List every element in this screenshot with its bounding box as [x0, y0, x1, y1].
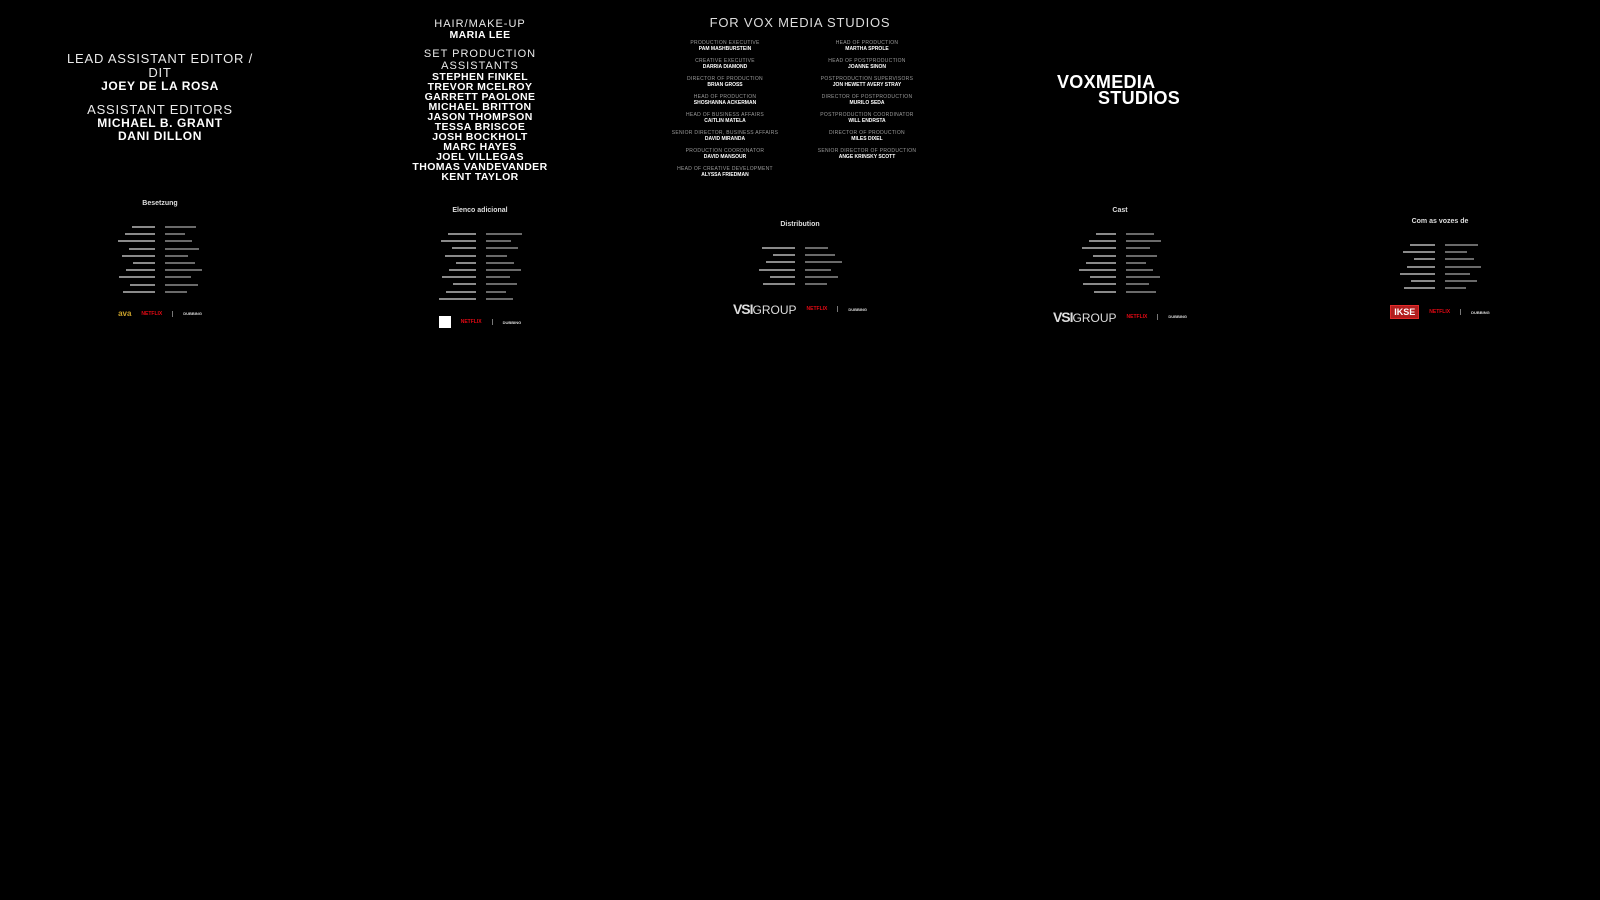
- cast-panel-footer: [720, 301, 880, 317]
- vox-credit-name: DAVID MIRANDA: [704, 136, 746, 142]
- vox-credit-name: MARTHA SPROLE: [845, 46, 889, 52]
- set-pa-name: TREVOR MCELROY: [427, 81, 533, 93]
- vox-credit-role: DIRECTOR OF PRODUCTION: [687, 76, 763, 82]
- cast-actor: [1040, 266, 1116, 273]
- cast-character: [1126, 288, 1200, 295]
- cast-character: [486, 244, 551, 251]
- cast-character: [1445, 241, 1511, 248]
- editor-credits-panel: [60, 52, 260, 143]
- cast-actor: [1040, 244, 1116, 251]
- cast-character: [486, 280, 551, 287]
- dubbing-label: DUBBING: [848, 306, 868, 312]
- vsi-logo-sub: GROUP: [1072, 310, 1117, 325]
- set-pa-name: JOEL VILLEGAS: [436, 151, 524, 163]
- lead-assistant-editor-role: LEAD ASSISTANT EDITOR / DIT: [66, 51, 253, 80]
- vsi-logo-text: VSI: [732, 301, 753, 318]
- logo-separator: [1157, 314, 1158, 320]
- cast-actor: [410, 244, 476, 251]
- cast-character: [165, 252, 210, 259]
- cast-actor: [110, 288, 155, 295]
- cast-actor: [720, 251, 795, 258]
- cast-actor: [1370, 263, 1435, 270]
- vox-credit-name: WILL ENDRSTA: [848, 118, 886, 124]
- vox-credit-role: PRODUCTION COORDINATOR: [685, 148, 765, 154]
- set-pa-name: KENT TAYLOR: [441, 171, 519, 183]
- vsi-logo-text: VSI: [1052, 308, 1073, 325]
- assistant-editors-role: ASSISTANT EDITORS: [87, 102, 233, 117]
- cast-panel-title: Cast: [1112, 207, 1128, 214]
- cast-character: [805, 266, 881, 273]
- cast-actor: [1040, 252, 1116, 259]
- dubbing-studio-logo: [733, 301, 797, 317]
- cast-actor: [110, 281, 155, 288]
- netflix-logo: NETFLIX: [141, 310, 163, 317]
- dubbing-label: DUBBING: [1471, 309, 1490, 315]
- vox-credit-role: SENIOR DIRECTOR OF PRODUCTION: [817, 148, 917, 154]
- cast-actor: [1040, 280, 1116, 287]
- set-pa-name: GARRETT PAOLONE: [424, 91, 536, 103]
- cast-panel-title: Elenco adicional: [452, 207, 508, 214]
- cast-character: [486, 230, 551, 237]
- vox-credit-role: HEAD OF POSTPRODUCTION: [828, 58, 906, 64]
- cast-actor: [110, 259, 155, 266]
- cast-actor: [110, 230, 155, 237]
- cast-character: [805, 273, 881, 280]
- cast-actor: [410, 266, 476, 273]
- assistant-editor-name: DANI DILLON: [118, 129, 202, 143]
- cast-actor: [1040, 237, 1116, 244]
- cast-character: [1126, 259, 1200, 266]
- cast-actor: [410, 230, 476, 237]
- vox-credit-role: PRODUCTION EXECUTIVE: [690, 40, 760, 46]
- cast-character: [486, 288, 551, 295]
- cast-actor: [1370, 248, 1435, 255]
- cast-character: [1445, 263, 1511, 270]
- cast-actor: [1370, 284, 1435, 291]
- cast-character: [165, 237, 210, 244]
- vox-credit-name: MURILO SEDA: [849, 100, 885, 106]
- lead-assistant-editor-name: JOEY DE LA ROSA: [101, 79, 219, 93]
- cast-panel-title: Besetzung: [142, 200, 178, 207]
- vox-credit-name: BRIAN GROSS: [707, 82, 743, 88]
- hair-makeup-role: HAIR/MAKE-UP: [434, 18, 526, 30]
- vox-credit-role: HEAD OF PRODUCTION: [693, 94, 757, 100]
- set-pa-name: STEPHEN FINKEL: [431, 71, 529, 83]
- cast-character: [805, 251, 881, 258]
- cast-character: [805, 244, 881, 251]
- vox-media-studios-logo: [1057, 74, 1180, 106]
- cast-character: [486, 273, 551, 280]
- cast-character: [165, 259, 210, 266]
- cast-actor: [720, 244, 795, 251]
- dubbing-label: DUBBING: [502, 319, 522, 325]
- cast-panel-footer: [1370, 305, 1510, 319]
- cast-actor: [410, 259, 476, 266]
- cast-actor: [1370, 241, 1435, 248]
- cast-actor: [1040, 273, 1116, 280]
- cast-character: [1445, 270, 1511, 277]
- cast-actor: [720, 266, 795, 273]
- cast-panel-title: Com as vozes de: [1411, 218, 1469, 225]
- cast-actor: [410, 280, 476, 287]
- dubbing-studio-logo: [439, 316, 451, 328]
- cast-actor: [110, 237, 155, 244]
- cast-actor: [1370, 255, 1435, 262]
- cast-character: [165, 273, 210, 280]
- cast-character: [486, 266, 551, 273]
- cast-panel: [410, 207, 550, 328]
- cast-character: [165, 245, 210, 252]
- set-pa-name: THOMAS VANDEVANDER: [412, 161, 548, 173]
- vox-credit-name: DAVID MANSOUR: [703, 154, 747, 160]
- cast-character: [1126, 280, 1200, 287]
- cast-actor: [1370, 277, 1435, 284]
- cast-character: [1445, 284, 1511, 291]
- cast-character: [805, 280, 881, 287]
- vox-right-column: [807, 40, 927, 184]
- vox-credit-role: DIRECTOR OF POSTPRODUCTION: [821, 94, 913, 100]
- cast-character: [165, 223, 210, 230]
- cast-character: [486, 237, 551, 244]
- cast-actor: [720, 280, 795, 287]
- set-pa-name: JOSH BOCKHOLT: [432, 131, 528, 143]
- vox-credit-name: ANGE KRINSKY SCOTT: [838, 154, 896, 160]
- cast-actor: [410, 295, 476, 302]
- cast-actor: [110, 266, 155, 273]
- netflix-logo: NETFLIX: [806, 306, 828, 313]
- cast-character: [1126, 266, 1200, 273]
- vox-credit-role: CREATIVE EXECUTIVE: [695, 58, 755, 64]
- cast-actor: [110, 245, 155, 252]
- vox-credit-role: DIRECTOR OF PRODUCTION: [829, 130, 905, 136]
- cast-character: [486, 259, 551, 266]
- cast-panel-title: Distribution: [780, 221, 820, 228]
- cast-actor: [110, 273, 155, 280]
- cast-character: [1126, 230, 1200, 237]
- netflix-logo: NETFLIX: [1429, 309, 1451, 316]
- set-pa-name: MICHAEL BRITTON: [428, 101, 532, 113]
- cast-character: [165, 230, 210, 237]
- vox-credit-role: POSTPRODUCTION SUPERVISORS: [820, 76, 914, 82]
- cast-character: [1445, 277, 1511, 284]
- cast-character: [165, 281, 210, 288]
- cast-character: [805, 258, 881, 265]
- cast-actor: [1370, 270, 1435, 277]
- cast-panel: [110, 200, 210, 318]
- cast-actor: [410, 252, 476, 259]
- vox-credit-name: DARRIA DIAMOND: [702, 64, 748, 70]
- cast-actor: [1040, 259, 1116, 266]
- cast-actor: [410, 237, 476, 244]
- cast-list: [1370, 241, 1510, 291]
- cast-character: [1126, 237, 1200, 244]
- cast-character: [1445, 255, 1511, 262]
- cast-character: [165, 288, 210, 295]
- vox-credit-name: ALYSSA FRIEDMAN: [701, 172, 749, 178]
- cast-list: [110, 223, 210, 295]
- dubbing-studio-logo: [1053, 309, 1117, 325]
- logo-separator: [492, 319, 493, 325]
- cast-list: [720, 244, 880, 287]
- dubbing-studio-logo: IKSE: [1390, 305, 1419, 319]
- dubbing-label: DUBBING: [1168, 314, 1188, 320]
- logo-line-2: STUDIOS: [1098, 88, 1181, 108]
- cast-panel: [1040, 207, 1200, 325]
- cast-actor: [110, 252, 155, 259]
- cast-actor: [410, 273, 476, 280]
- cast-actor: [110, 223, 155, 230]
- vox-credits-title: FOR VOX MEDIA STUDIOS: [709, 15, 891, 30]
- cast-actor: [720, 273, 795, 280]
- vox-credit-name: PAM MASHBURSTEIN: [698, 46, 752, 52]
- vsi-logo-sub: GROUP: [752, 303, 797, 318]
- cast-character: [1126, 244, 1200, 251]
- vox-credit-name: SHOSHANNA ACKERMAN: [693, 100, 757, 106]
- netflix-logo: NETFLIX: [460, 319, 482, 326]
- cast-panel: [720, 221, 880, 317]
- set-pa-name: TESSA BRISCOE: [434, 121, 526, 133]
- cast-actor: [1040, 230, 1116, 237]
- vox-credit-role: HEAD OF BUSINESS AFFAIRS: [685, 112, 765, 118]
- netflix-logo: NETFLIX: [1126, 313, 1148, 320]
- vox-credit-role: SENIOR DIRECTOR, BUSINESS AFFAIRS: [671, 130, 779, 136]
- logo-separator: [1460, 309, 1461, 315]
- cast-character: [1445, 248, 1511, 255]
- cast-actor: [1040, 288, 1116, 295]
- vox-credit-role: POSTPRODUCTION COORDINATOR: [820, 112, 914, 118]
- vox-credit-name: CAITLIN MATELA: [704, 118, 746, 124]
- vox-credit-name: MILES DIXEL: [851, 136, 883, 142]
- logo-separator: [172, 311, 173, 317]
- logo-separator: [837, 306, 838, 312]
- cast-character: [1126, 273, 1200, 280]
- logo-line-1: VOXMEDIA: [1057, 72, 1156, 92]
- vox-credit-name: JON HEWETT AVERY STRAY: [832, 82, 902, 88]
- cast-list: [1040, 230, 1200, 295]
- cast-actor: [410, 288, 476, 295]
- cast-panel-footer: [110, 309, 210, 318]
- cast-character: [1126, 252, 1200, 259]
- cast-panel-footer: [1040, 309, 1200, 325]
- dubbing-studio-logo: ava: [118, 309, 132, 319]
- set-pa-name: JASON THOMPSON: [427, 111, 533, 123]
- cast-list: [410, 230, 550, 302]
- cast-character: [165, 266, 210, 273]
- hair-makeup-name: MARIA LEE: [449, 29, 511, 41]
- dubbing-label: DUBBING: [183, 311, 202, 317]
- cast-character: [486, 252, 551, 259]
- set-pa-role: SET PRODUCTION ASSISTANTS: [423, 48, 537, 72]
- vox-credit-role: HEAD OF CREATIVE DEVELOPMENT: [677, 166, 773, 172]
- cast-actor: [720, 258, 795, 265]
- set-pa-name: MARC HAYES: [443, 141, 517, 153]
- cast-character: [486, 295, 551, 302]
- vox-credit-name: JOANNE SINON: [847, 64, 887, 70]
- vox-credit-role: HEAD OF PRODUCTION: [835, 40, 899, 46]
- cast-panel: [1370, 218, 1510, 319]
- cast-panel-footer: [410, 316, 550, 328]
- assistant-editor-name: MICHAEL B. GRANT: [97, 116, 223, 130]
- vox-credits-panel: [665, 15, 935, 184]
- production-credits-panel: [395, 18, 565, 182]
- vox-left-column: [665, 40, 785, 184]
